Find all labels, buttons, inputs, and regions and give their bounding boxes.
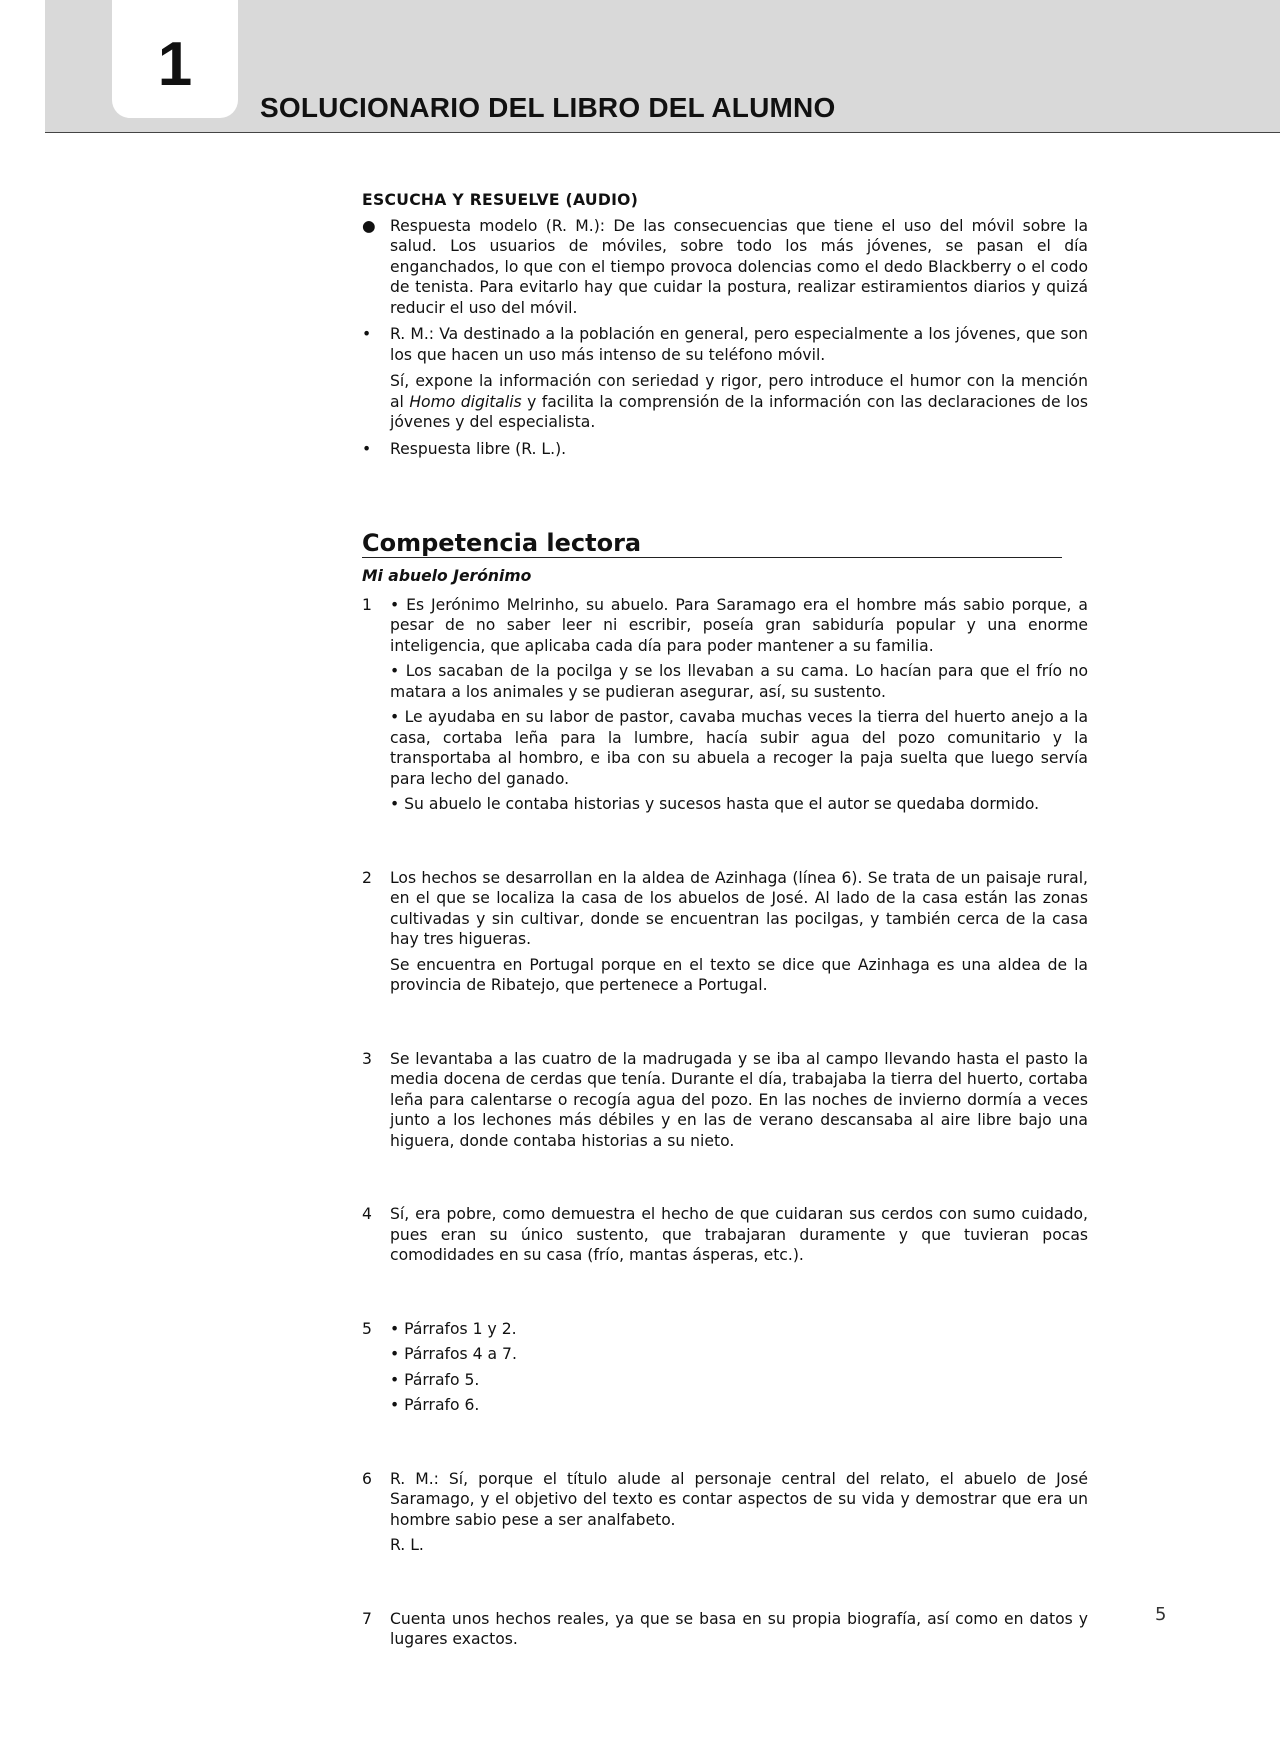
paragraph: R. M.: Sí, porque el título alude al personaje central del relato, el abuelo de José Saramago, y el objetivo del texto es contar aspectos de su vida y demostrar que era un hombre sabio pese a ser analfabeto. — [390, 1469, 1088, 1529]
paragraph: • Párrafos 1 y 2. — [390, 1319, 517, 1338]
reading-subtitle: Mi abuelo Jerónimo — [362, 567, 532, 585]
list-item — [362, 216, 1088, 319]
answer-body — [390, 1049, 1088, 1157]
paragraph: Respuesta libre (R. L.). — [390, 439, 567, 458]
italic-term: Homo digitalis — [409, 392, 522, 411]
paragraph: Se levantaba a las cuatro de la madrugada y se iba al campo llevando hasta el pasto la media docena de cerdas que tenía. Durante el día, trabajaba la tierra del huerto, cortaba leña para calentarse o recogía agua del pozo. En las noches de invierno dormía a veces junto a los lechones más débiles y en las de verano descansaba al aire libre bajo una higuera, donde contaba historias a su nieto. — [390, 1049, 1088, 1150]
answer-row — [362, 1204, 1088, 1271]
list-item — [362, 324, 1088, 365]
answer-row — [362, 1049, 1088, 1157]
answer-number: 5 — [362, 1319, 372, 1338]
answer-number: 4 — [362, 1205, 372, 1223]
section-title-competencia: Competencia lectora — [362, 529, 1062, 558]
paragraph: • Párrafos 4 a 7. — [390, 1345, 517, 1363]
answer-body — [390, 1319, 1088, 1421]
paragraph: Los hechos se desarrollan en la aldea de Azinhaga (línea 6). Se trata de un paisaje rural, en el que se localiza la casa de los abuelos de José. Al lado de la casa están las zonas cultivadas y sin cultivar, donde se encuentran las pocilgas, y también cerca de la casa hay tres higueras. — [390, 868, 1088, 948]
paragraph: • Le ayudaba en su labor de pastor, cavaba muchas veces la tierra del huerto anejo a la casa, cortaba leña para la lumbre, hacía subir agua del pozo comunitario y la transportaba al hombro, e iba con su abuela a recoger la paja suelta que luego servía para lecho del ganado. — [390, 708, 1088, 788]
answer-row — [362, 1609, 1088, 1655]
paragraph: R. M.: Va destinado a la población en general, pero especialmente a los jóvenes, que son los que hacen un uso más intenso de su teléfono móvil. — [390, 325, 1088, 364]
answer-number: 1 — [362, 595, 372, 614]
paragraph: Respuesta modelo (R. M.): De las consecuencias que tiene el uso del móvil sobre la salud. Los usuarios de móviles, sobre todo los más jóvenes, se pasan el día enganchados, lo que con el tiempo provoca dolencias como el dedo Blackberry o el codo de tenista. Para evitarlo hay que cuidar la postura, realizar estiramientos diarios y quizá reducir el uso del móvil. — [390, 216, 1088, 317]
answer-5 — [362, 1319, 1088, 1421]
answer-6 — [362, 1469, 1088, 1561]
answer-row — [362, 1319, 1088, 1421]
answer-body — [390, 868, 1088, 1001]
answer-row — [362, 1469, 1088, 1561]
answer-body — [390, 1469, 1088, 1561]
paragraph: Se encuentra en Portugal porque en el texto se dice que Azinhaga es una aldea de la provincia de Ribatejo, que pertenece a Portugal. — [390, 955, 1088, 994]
bullet-icon: • — [362, 325, 372, 343]
paragraph: R. L. — [390, 1536, 424, 1554]
answer-3 — [362, 1049, 1088, 1157]
answer-number: 3 — [362, 1049, 372, 1068]
text-run: y facilita la comprensión de la información con las declaraciones de los jóvenes y del especialista. — [390, 392, 1088, 431]
text-run: Sí, expone la información con seriedad y rigor, pero introduce el humor con la mención al — [390, 372, 1088, 411]
answer-body — [390, 1609, 1088, 1655]
paragraph: • Párrafo 6. — [390, 1396, 480, 1414]
answer-number: 7 — [362, 1609, 372, 1628]
answer-body — [390, 595, 1088, 820]
answer-number: 6 — [362, 1469, 372, 1488]
chapter-number: 1 — [157, 30, 193, 99]
answer-4 — [362, 1204, 1088, 1271]
answer-row — [362, 595, 1088, 820]
paragraph: • Párrafo 5. — [390, 1370, 480, 1389]
paragraph: Sí, era pobre, como demuestra el hecho de que cuidaran sus cerdos con sumo cuidado, pues eran su único sustento, que trabajaran duramente y que tuvieran pocas comodidades en su casa (frío, mantas ásperas, etc.). — [390, 1205, 1088, 1264]
paragraph — [390, 371, 1088, 433]
paragraph: • Es Jerónimo Melrinho, su abuelo. Para Saramago era el hombre más sabio porque, a pesar de no saber leer ni escribir, poseía gran sabiduría popular y una enorme inteligencia, que aplicaba cada día para poder mantener a su familia. — [390, 595, 1088, 655]
header-title: SOLUCIONARIO DEL LIBRO DEL ALUMNO — [260, 92, 836, 123]
page-number: 5 — [1155, 1604, 1167, 1625]
paragraph: Cuenta unos hechos reales, ya que se basa en su propia biografía, así como en datos y lugares exactos. — [390, 1609, 1088, 1648]
answer-number: 2 — [362, 868, 372, 887]
bullet-icon: ● — [362, 216, 376, 235]
answer-1 — [362, 595, 1088, 820]
section-title-escucha: ESCUCHA Y RESUELVE (AUDIO) — [362, 191, 639, 209]
paragraph: • Los sacaban de la pocilga y se los llevaban a su cama. Lo hacían para que el frío no matara a los animales y se pudieran asegurar, así, su sustento. — [390, 662, 1088, 701]
bullet-icon: • — [362, 439, 372, 458]
answer-7 — [362, 1609, 1088, 1655]
answer-body — [390, 1204, 1088, 1271]
answer-2 — [362, 868, 1088, 1001]
content — [362, 190, 1088, 1703]
answer-row — [362, 868, 1088, 1001]
list-item — [362, 439, 1088, 460]
paragraph: • Su abuelo le contaba historias y sucesos hasta que el autor se quedaba dormido. — [390, 795, 1040, 813]
